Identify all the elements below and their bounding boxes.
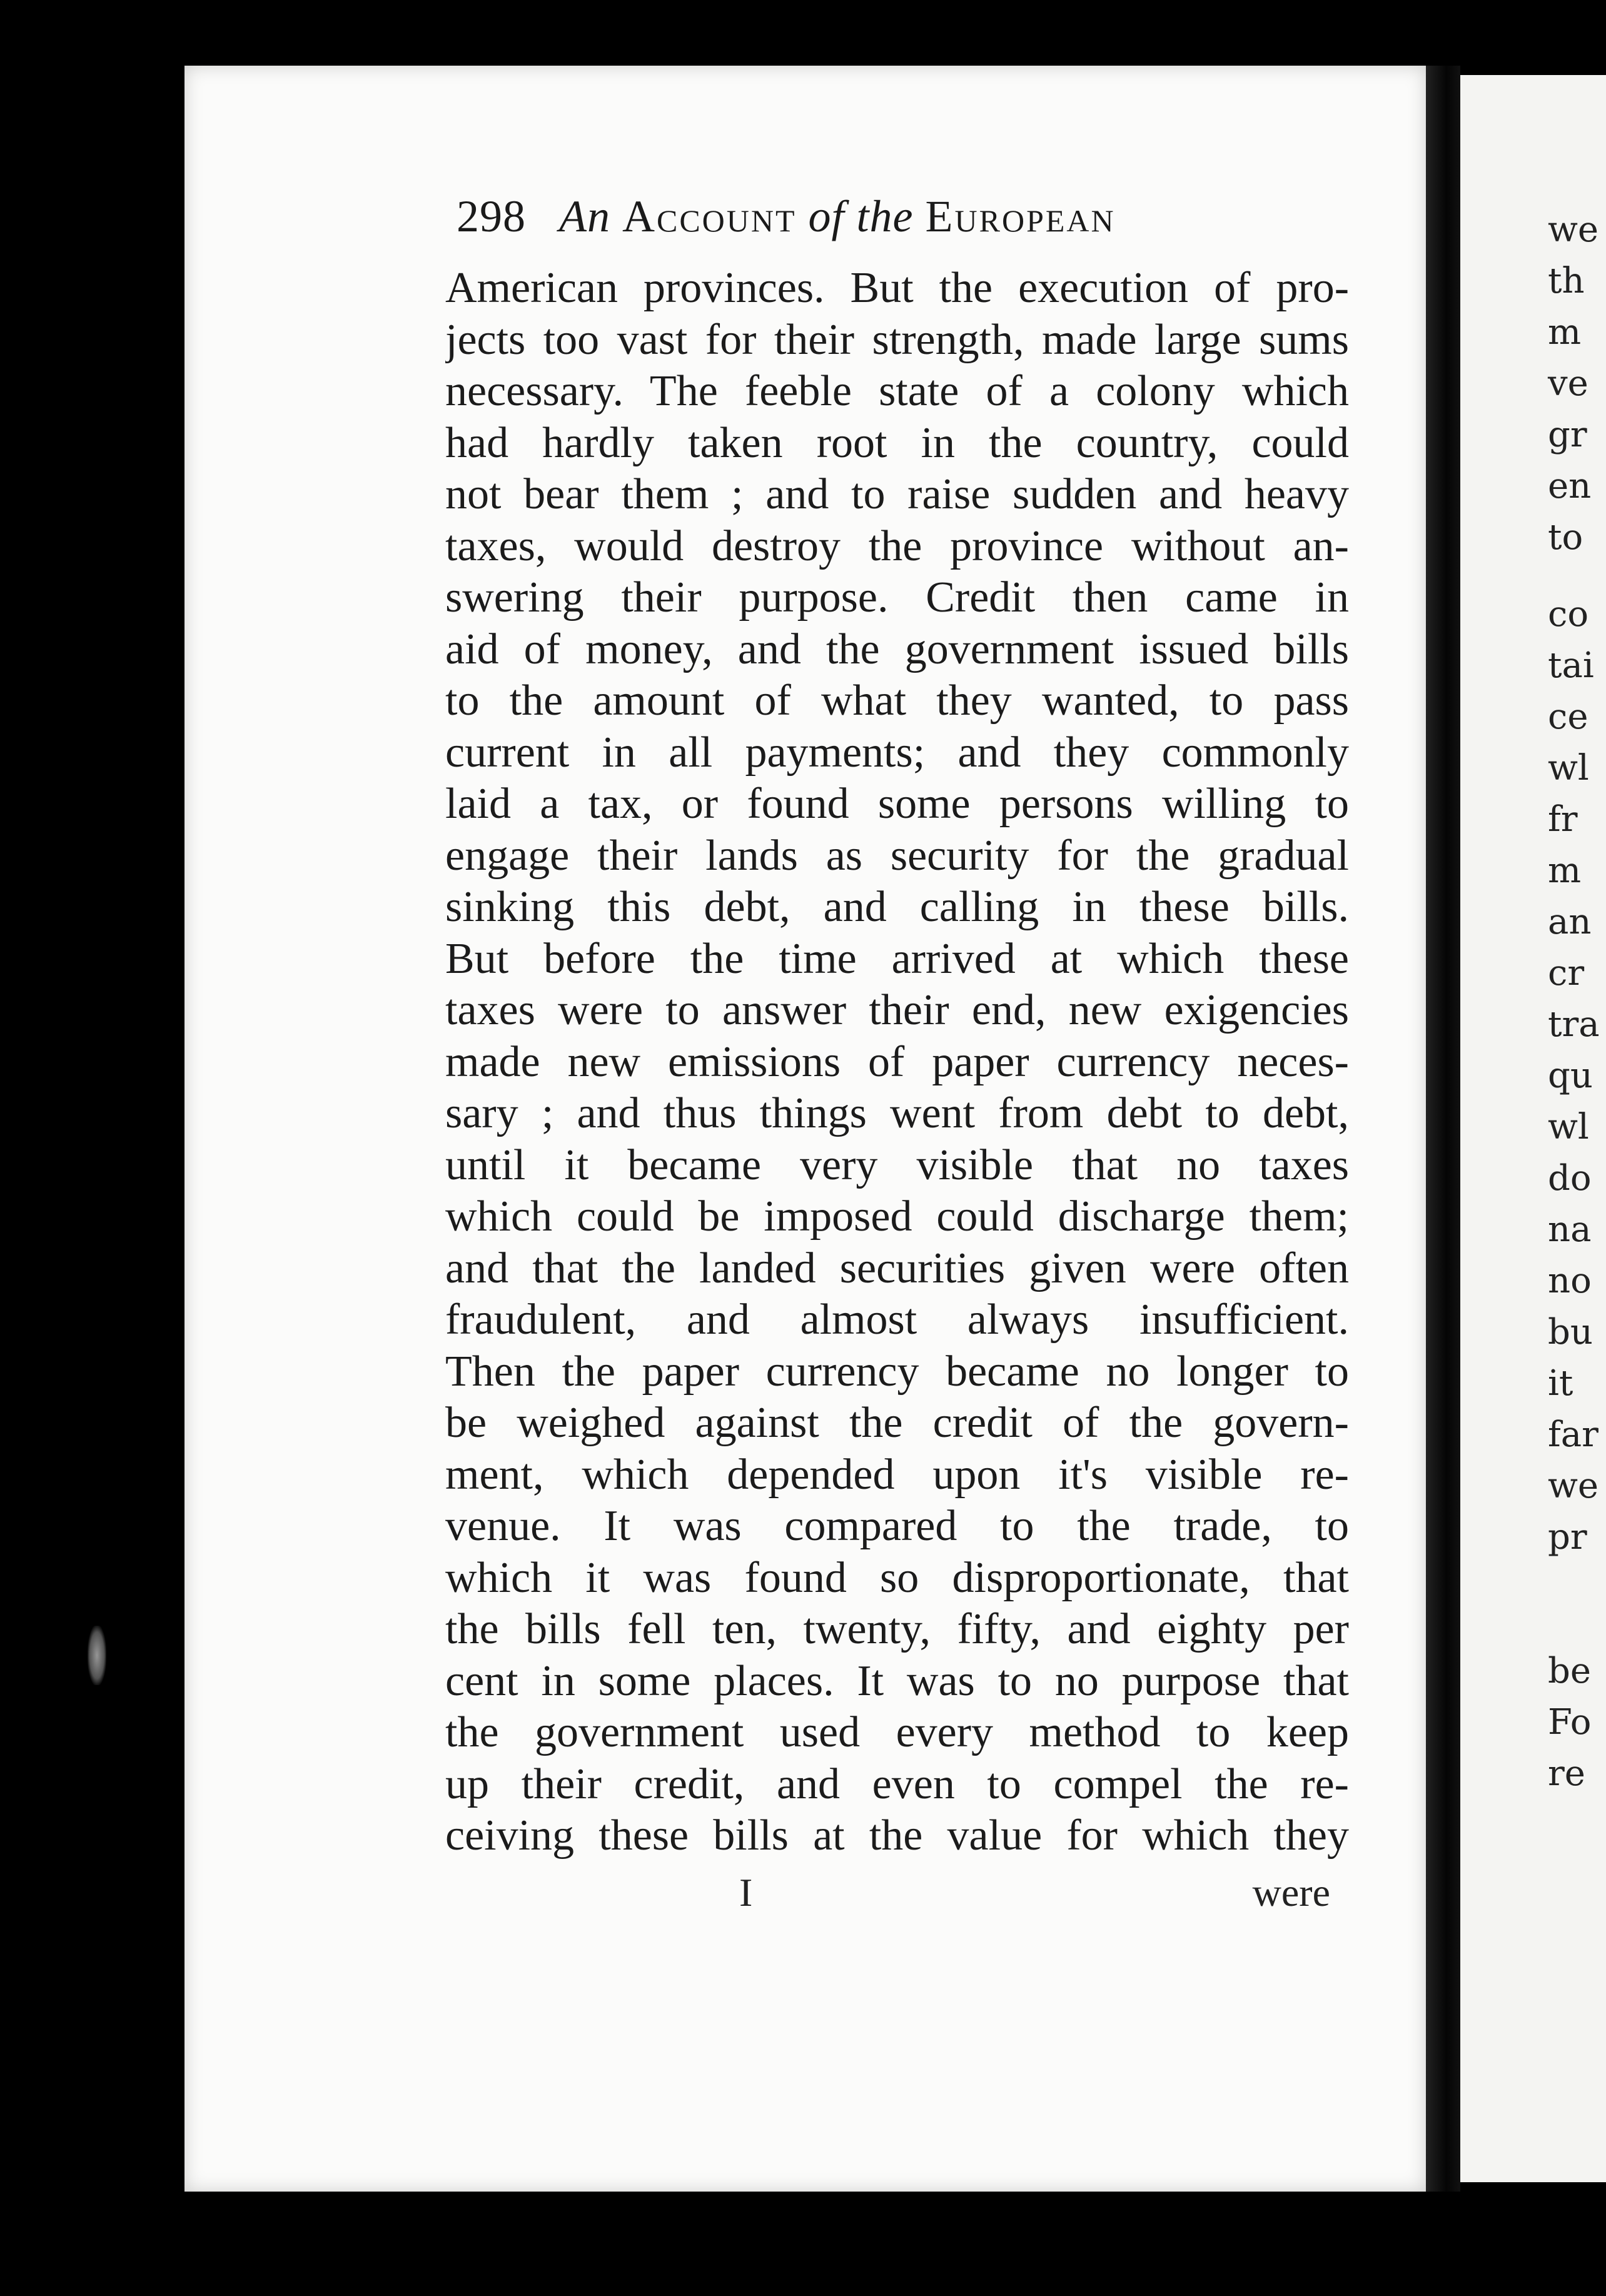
text-line: necessary. The feeble state of a colony which [445,367,1349,415]
facing-page-fragment: re [1548,1753,1585,1794]
scan-artifact-speck [88,1626,106,1685]
text-line: be weighed against the credit of the govern- [445,1399,1349,1447]
text-line: the government used every method to keep [445,1708,1349,1756]
facing-page-fragment: we [1548,1466,1599,1506]
facing-page-fragment: far [1548,1414,1598,1455]
text-line: But before the time arrived at which these [445,934,1349,983]
text-line: taxes, would destroy the province without an- [445,521,1349,570]
header-word-of-the: of the [808,191,914,241]
text-line: ment, which depended upon it's visible re- [445,1450,1349,1499]
text-line: swering their purpose. Credit then came in [445,573,1349,622]
text-line: had hardly taken root in the country, could [445,418,1349,467]
text-line: which it was found so disproportionate, that [445,1553,1349,1602]
text-line: which could be imposed could discharge them; [445,1192,1349,1241]
facing-page-fragment: to [1548,517,1583,558]
facing-page-edge [1460,75,1606,2182]
facing-page-fragment: an [1548,902,1592,942]
text-line: made new emissions of paper currency neces- [445,1037,1349,1086]
facing-page-fragment: ce [1548,697,1588,737]
facing-page-fragment: wl [1548,748,1589,788]
header-word-european: European [925,191,1116,241]
text-line: aid of money, and the government issued bills [445,625,1349,673]
text-line: jects too vast for their strength, made large sums [445,315,1349,364]
text-line: and that the landed securities given were often [445,1244,1349,1292]
page-gutter [1426,66,1460,2192]
facing-page-fragment: we [1548,209,1599,250]
facing-page-fragment: tra [1548,1004,1600,1045]
text-line: taxes were to answer their end, new exigencies [445,986,1349,1034]
header-word-an: An [559,191,610,241]
facing-page-fragment: na [1548,1209,1592,1250]
text-line: not bear them ; and to raise sudden and heavy [445,470,1349,518]
facing-page-fragment: bu [1548,1312,1593,1352]
text-line: sinking this debt, and calling in these bills. [445,883,1349,931]
facing-page-fragment: th [1548,261,1585,301]
facing-page-fragment: wl [1548,1107,1589,1147]
text-line: until it became very visible that no taxes [445,1140,1349,1189]
facing-page-fragment: be [1548,1651,1591,1691]
text-line: fraudulent, and almost always insufficient. [445,1296,1349,1344]
signature-mark: I [739,1870,753,1915]
header-word-account: Account [622,191,797,241]
text-line: laid a tax, or found some persons willing to [445,780,1349,828]
facing-page-fragment: qu [1548,1055,1593,1096]
page-footer [445,1870,1349,1920]
running-header [457,191,1116,243]
facing-page-fragment: pr [1548,1517,1587,1558]
text-line: sary ; and thus things went from debt to debt, [445,1089,1349,1137]
facing-page-fragment: do [1548,1158,1592,1199]
facing-page-fragment: tai [1548,645,1594,686]
facing-page-fragment: en [1548,466,1592,506]
text-line: American provinces. But the execution of pro- [445,264,1349,312]
facing-page-fragment: no [1548,1261,1592,1301]
text-line: cent in some places. It was to no purpose that [445,1656,1349,1705]
catchword: were [1252,1870,1330,1915]
text-line: venue. It was compared to the trade, to [445,1502,1349,1550]
text-line: up their credit, and even to compel the re- [445,1760,1349,1808]
facing-page-fragment: Fo [1548,1702,1592,1743]
text-line: to the amount of what they wanted, to pass [445,677,1349,725]
body-text [445,263,1349,1862]
text-line: current in all payments; and they commonly [445,728,1349,777]
facing-page-fragment: co [1548,594,1589,635]
facing-page-fragment: ve [1548,363,1588,404]
facing-page-fragment: m [1548,850,1582,891]
facing-page-fragment: m [1548,312,1582,353]
facing-page-fragment: cr [1548,953,1585,994]
text-line: engage their lands as security for the gradual [445,831,1349,880]
text-line: ceiving these bills at the value for which they [445,1811,1349,1860]
facing-page-fragment: gr [1548,415,1587,455]
text-line: Then the paper currency became no longer to [445,1347,1349,1396]
facing-page-fragment: it [1548,1363,1573,1404]
facing-page-fragment: fr [1548,799,1578,840]
text-line: the bills fell ten, twenty, fifty, and eighty per [445,1605,1349,1653]
page-number: 298 [457,191,526,241]
